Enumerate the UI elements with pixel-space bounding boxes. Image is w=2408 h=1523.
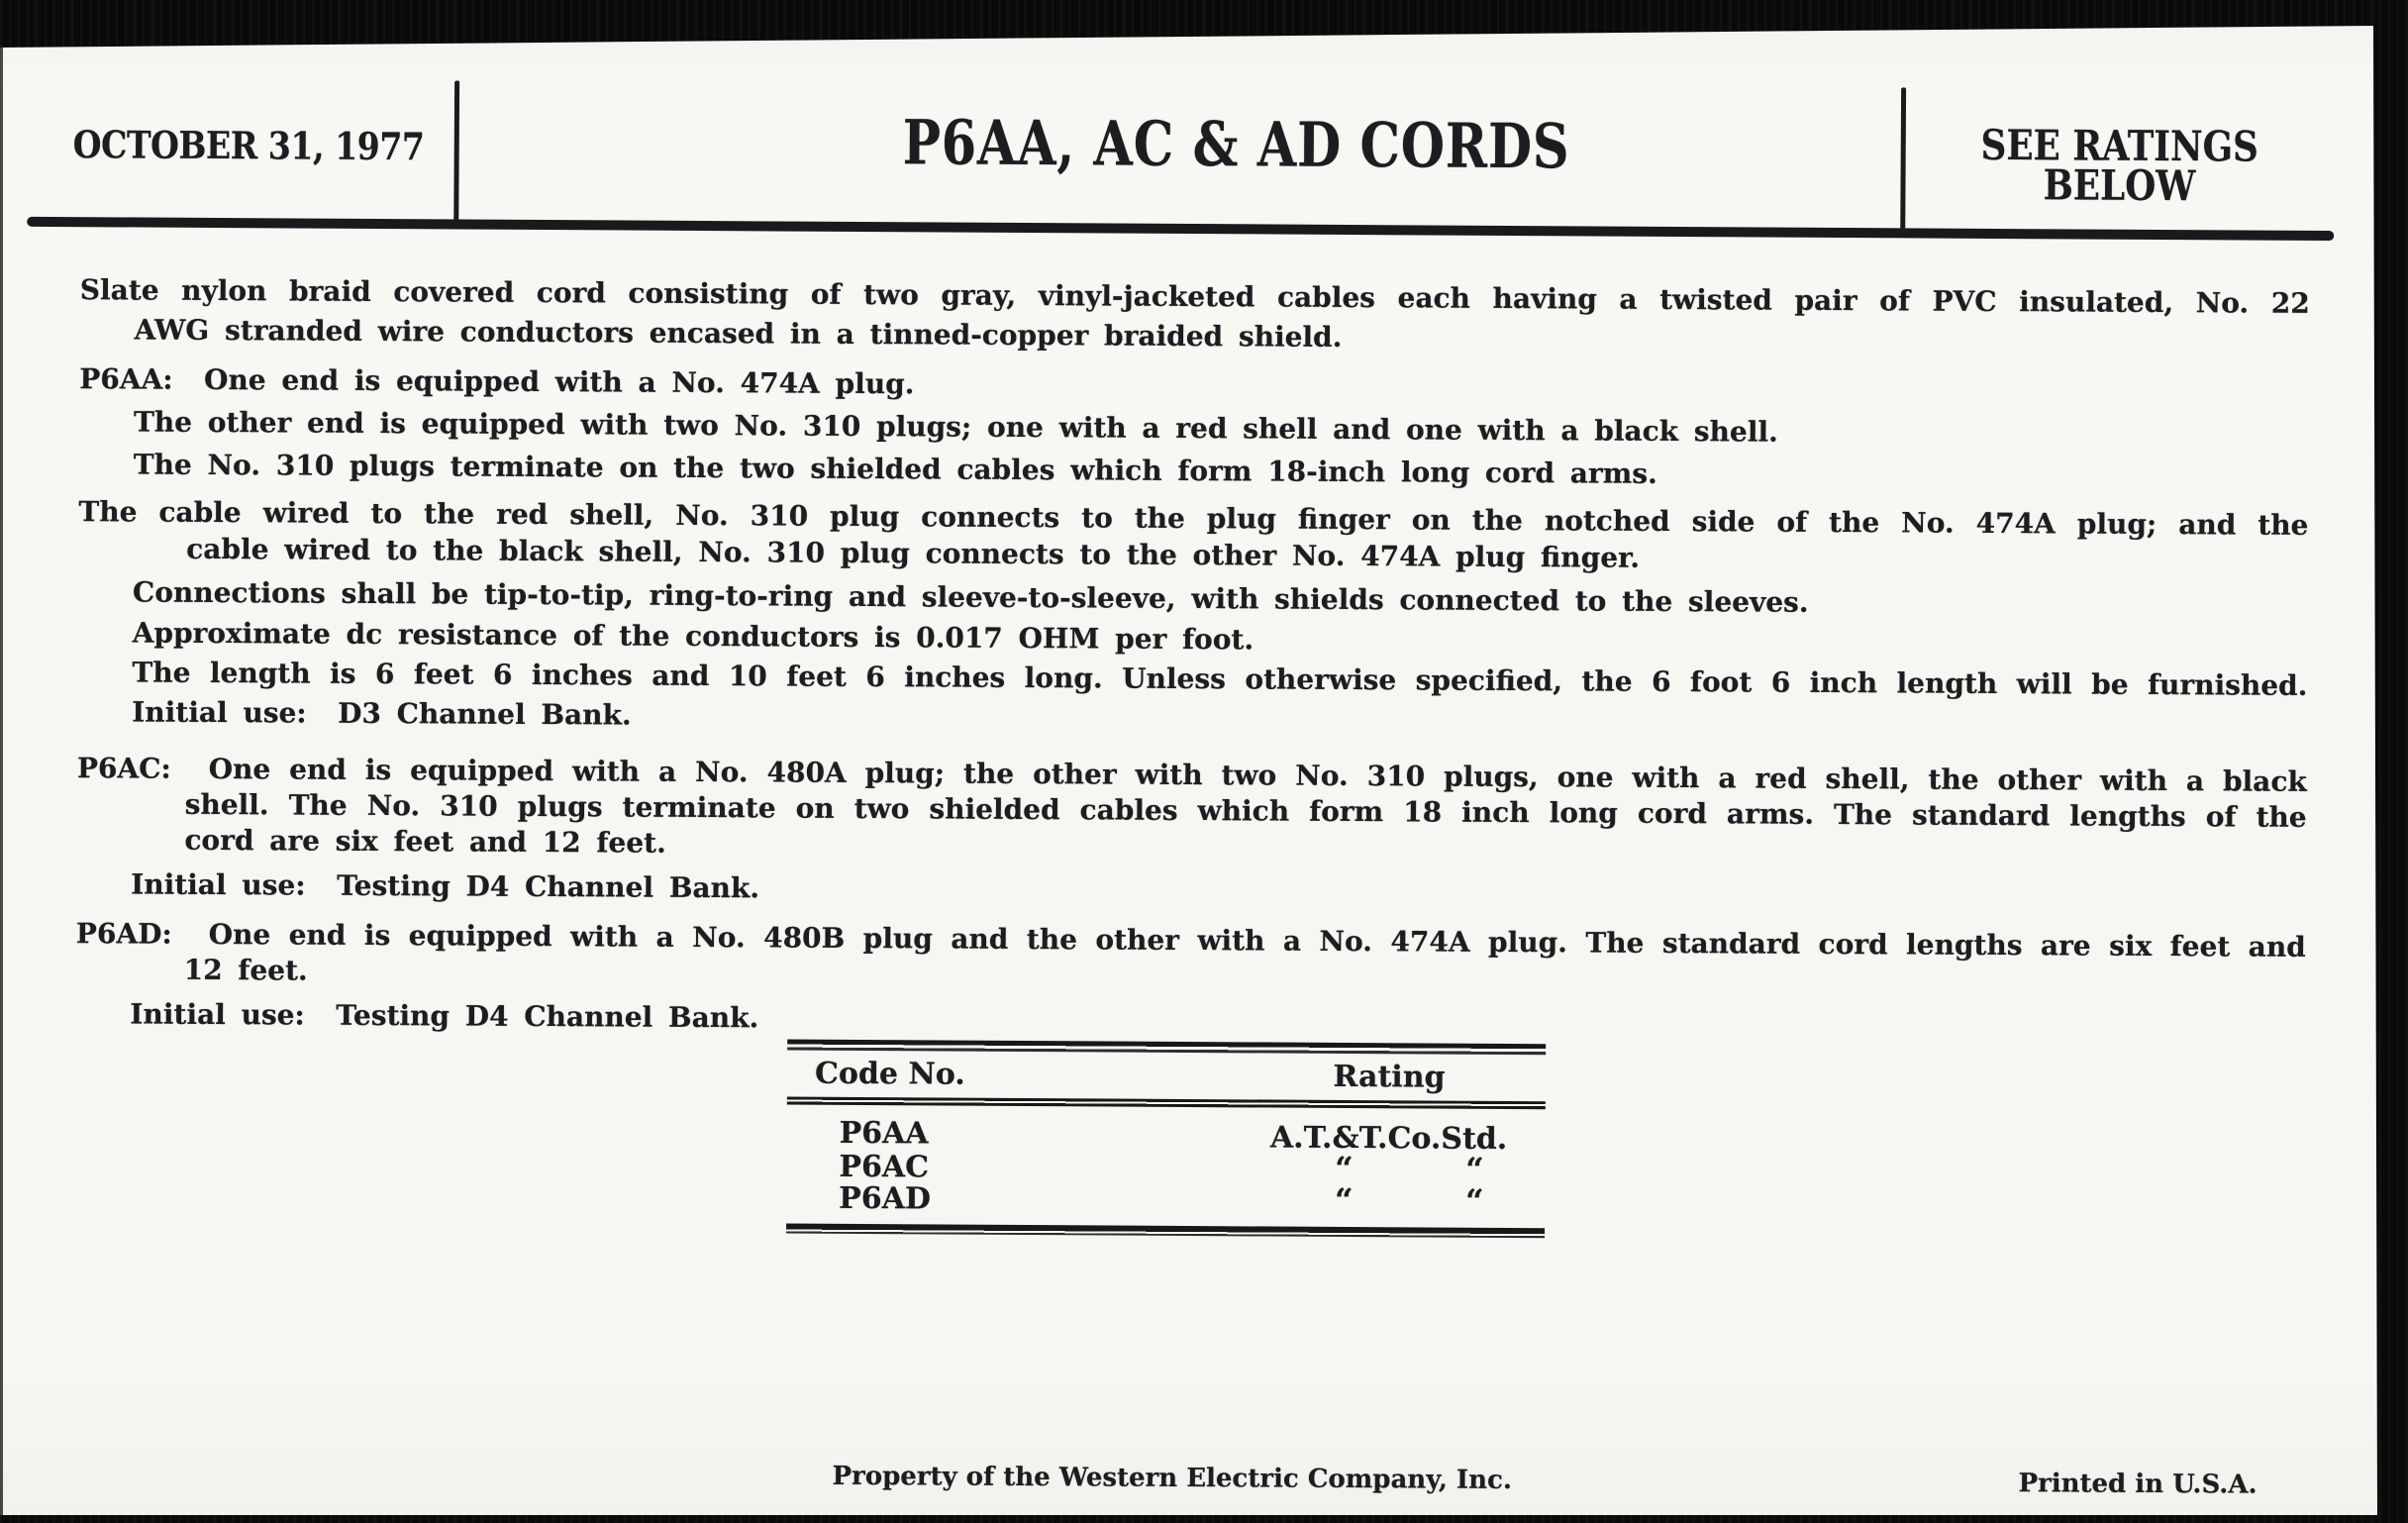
body-line: Slate nylon braid covered cord consisting of two gray, vinyl-jacketed cables each having a twisted pair of PVC insulated, No. 22	[79, 273, 2310, 320]
body-line: P6AC: One end is equipped with a No. 480A plug; the other with two No. 310 plugs, one with a red shell, the other with a black	[76, 752, 2307, 798]
body-line: Initial use: Testing D4 Channel Bank.	[131, 867, 760, 905]
issue-date: OCTOBER 31, 1977	[72, 122, 425, 169]
ditto-mark: “	[1334, 1180, 1354, 1220]
body-line: P6AD: One end is equipped with a No. 480B plug and the other with a No. 474A plug. The standard cord lengths are six feet and	[75, 917, 2306, 964]
footer-printed-notice: Printed in U.S.A.	[2018, 1469, 2258, 1500]
table-rule-bottom	[786, 1224, 1545, 1239]
table-row-code: P6AD	[839, 1180, 932, 1217]
ditto-mark: “	[1465, 1150, 1484, 1188]
body-line: The No. 310 plugs terminate on the two shielded cables which form 18-inch long cord arms.	[133, 448, 1657, 490]
document-title-text: P6AA, AC & AD CORDS	[902, 106, 1570, 183]
body-line: The other end is equipped with two No. 310 plugs; one with a red shell and one with a black shell.	[133, 405, 1778, 449]
ratings-note-line2: BELOW	[2043, 160, 2196, 211]
body-line: P6AA: One end is equipped with a No. 474A plug.	[79, 362, 915, 401]
body-line: cable wired to the black shell, No. 310 plug connects to the other No. 474A plug finger.	[186, 532, 1641, 574]
ratings-note-line1: SEE RATINGS	[1980, 120, 2259, 171]
body-line: Initial use: Testing D4 Channel Bank.	[130, 997, 759, 1035]
table-row-code: P6AC	[839, 1149, 930, 1185]
table-rule-header-separator	[787, 1097, 1546, 1110]
body-line: The cable wired to the red shell, No. 310 plug connects to the plug finger on the notched side of the No. 474A plug; and the	[78, 495, 2309, 542]
ditto-mark: “	[1464, 1181, 1484, 1220]
table-header-code: Code No.	[814, 1056, 965, 1092]
table-header-rating: Rating	[1333, 1059, 1446, 1095]
body-line: 12 feet.	[183, 953, 308, 987]
body-line: Connections shall be tip-to-tip, ring-to-ring and sleeve-to-sleeve, with shields connected to the sleeves.	[132, 575, 1809, 619]
footer-property-notice: Property of the Western Electric Company, Inc.	[832, 1461, 1513, 1496]
body-line: Initial use: D3 Channel Bank.	[132, 695, 632, 732]
body-line: AWG stranded wire conductors encased in a tinned-copper braided shield.	[134, 313, 1343, 354]
body-line: The length is 6 feet 6 inches and 10 feet 6 inches long. Unless otherwise specified, the 6 foot 6 inch length will be furnished.	[132, 656, 2308, 702]
body-line: shell. The No. 310 plugs terminate on two shielded cables which form 18 inch long cord arms. The standard lengths of the	[184, 787, 2307, 834]
table-row-code: P6AA	[839, 1115, 929, 1152]
body-line: cord are six feet and 12 feet.	[184, 823, 666, 860]
body-line: Approximate dc resistance of the conductors is 0.017 OHM per foot.	[132, 616, 1254, 657]
table-row-rating: A.T.&T.Co.Std.	[1269, 1120, 1508, 1157]
ditto-mark: “	[1335, 1149, 1354, 1188]
